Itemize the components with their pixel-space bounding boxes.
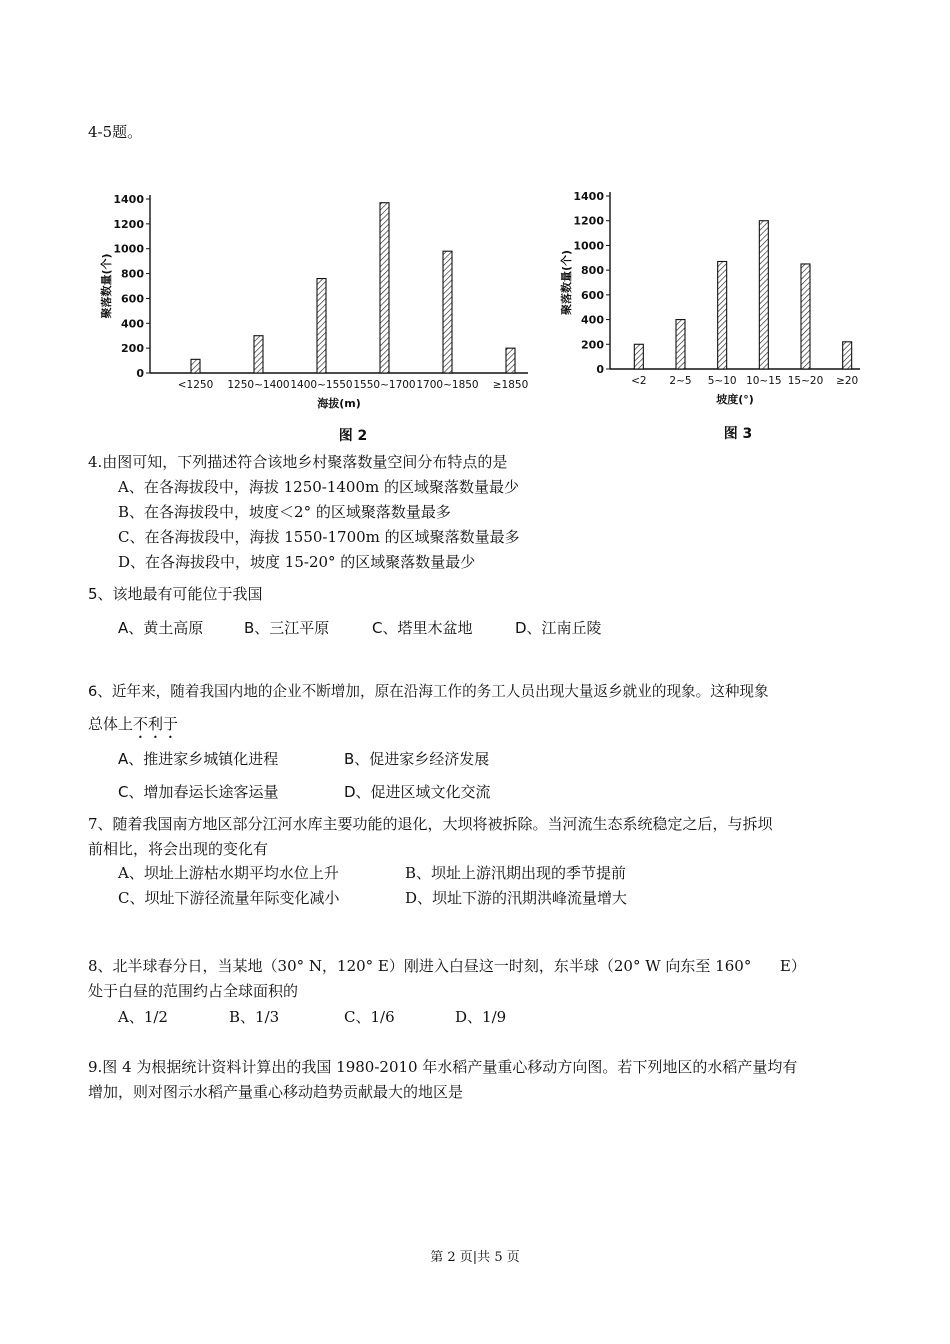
fig3-ytick-label: 1200 xyxy=(573,214,604,228)
q8-stem-line2: 处于白昼的范围约占全球面积的 xyxy=(88,982,299,1000)
fig3-ytick-label: 0 xyxy=(596,363,604,376)
fig3-bar xyxy=(759,221,768,369)
q8-option-a: A、1/2 xyxy=(118,1008,168,1026)
fig2-bar xyxy=(380,203,389,373)
q7-stem-line2: 前相比，将会出现的变化有 xyxy=(88,840,269,858)
q9-stem-line1: 9.图 4 为根据统计资料计算出的我国 1980-2010 年水稻产量重心移动方向图。若下列地区的水稻产量均有 xyxy=(88,1058,798,1076)
fig3-ytick-label: 400 xyxy=(581,313,604,327)
q6-option-d: D、促进区域文化交流 xyxy=(344,783,491,801)
q7-option-d: D、坝址下游的汛期洪峰流量增大 xyxy=(405,889,628,907)
q6-stem-emphasis: 不利于 xyxy=(133,715,179,733)
fig3-category-label: 2~5 xyxy=(669,375,692,387)
fig3-category-label: 15~20 xyxy=(787,375,824,387)
q7-option-b: B、坝址上游汛期出现的季节提前 xyxy=(405,864,627,882)
q6-stem-line2 xyxy=(88,713,178,742)
fig2-ytick-label: 400 xyxy=(121,317,144,331)
q4-option-b: B、在各海拔段中，坡度＜2° 的区域聚落数量最多 xyxy=(118,503,451,521)
fig2-bar xyxy=(443,251,452,373)
q6-option-b: B、促进家乡经济发展 xyxy=(344,750,490,768)
q4-option-c: C、在各海拔段中，海拔 1550-1700m 的区域聚落数量最多 xyxy=(118,528,520,546)
fig2-category-label: <1250 xyxy=(177,379,214,391)
q7-option-c: C、坝址下游径流量年际变化减小 xyxy=(118,889,340,907)
fig2-x-axis-label: 海拔(m) xyxy=(317,397,361,410)
page-footer: 第 2 页|共 5 页 xyxy=(430,1250,520,1265)
fig2-bar xyxy=(506,348,515,373)
q6-stem-line1: 6、近年来，随着我国内地的企业不断增加，原在沿海工作的务工人员出现大量返乡就业的现象。这种现象 xyxy=(88,683,769,700)
figure-3-chart xyxy=(555,180,875,445)
fig2-y-axis-label: 聚落数量(个) xyxy=(100,253,113,319)
q6-stem-pre: 总体上 xyxy=(88,715,134,733)
q6-option-a: A、推进家乡城镇化进程 xyxy=(118,750,279,768)
q8-option-b: B、1/3 xyxy=(229,1008,280,1026)
fig2-category-label: ≥1850 xyxy=(492,379,529,391)
fig3-ytick-label: 1000 xyxy=(573,239,604,253)
fig2-ytick-label: 1200 xyxy=(113,217,144,231)
fig3-category-label: 10~15 xyxy=(746,375,782,387)
q7-stem-line1: 7、随着我国南方地区部分江河水库主要功能的退化，大坝将被拆除。当河流生态系统稳定之后，与拆坝 xyxy=(88,815,773,833)
fig3-bar xyxy=(843,342,852,369)
fig3-category-label: 5~10 xyxy=(707,375,737,387)
q5-option-c: C、塔里木盆地 xyxy=(372,619,473,637)
q6-option-c: C、增加春运长途客运量 xyxy=(118,783,279,801)
fig3-y-axis-label: 聚落数量(个) xyxy=(560,249,573,316)
figure-3-caption: 图 3 xyxy=(723,426,753,442)
fig2-category-label: 1550~1700 xyxy=(353,379,416,391)
fig3-ytick-label: 200 xyxy=(581,338,604,352)
q5-option-d: D、江南丘陵 xyxy=(515,619,602,637)
intro-text: 4-5题。 xyxy=(88,123,143,141)
figure-2-chart xyxy=(88,185,558,445)
fig2-bar xyxy=(191,359,200,373)
fig3-x-axis-label: 坡度(°) xyxy=(716,393,754,406)
fig2-ytick-label: 800 xyxy=(121,267,144,281)
fig2-ytick-label: 0 xyxy=(136,367,144,380)
fig3-ytick-label: 600 xyxy=(581,288,604,302)
q5-option-a: A、黄土高原 xyxy=(118,619,204,637)
q4-option-d: D、在各海拔段中，坡度 15-20° 的区域聚落数量最少 xyxy=(118,553,476,571)
fig2-bar xyxy=(317,279,326,373)
fig2-category-label: 1700~1850 xyxy=(416,379,479,391)
fig2-bar xyxy=(254,336,263,373)
fig2-ytick-label: 1400 xyxy=(113,193,144,206)
fig3-bar xyxy=(801,264,810,369)
q4-stem: 4.由图可知，下列描述符合该地乡村聚落数量空间分布特点的是 xyxy=(88,453,508,471)
fig2-ytick-label: 1000 xyxy=(113,242,144,256)
q8-stem-line1: 8、北半球春分日，当某地（30° N，120° E）刚进入白昼这一时刻，东半球（20° W 向东至 160° E） xyxy=(88,957,806,975)
fig3-bar xyxy=(676,320,685,369)
q8-option-d: D、1/9 xyxy=(455,1008,507,1026)
fig3-category-label: <2 xyxy=(631,375,647,387)
q5-option-b: B、三江平原 xyxy=(244,619,330,637)
q5-stem: 5、该地最有可能位于我国 xyxy=(88,585,263,603)
fig2-category-label: 1400~1550 xyxy=(290,379,353,391)
fig3-bar xyxy=(634,344,643,369)
q8-option-c: C、1/6 xyxy=(344,1008,395,1026)
fig2-ytick-label: 600 xyxy=(121,292,144,306)
fig3-category-label: ≥20 xyxy=(836,375,859,387)
fig2-category-label: 1250~1400 xyxy=(227,379,290,391)
q7-option-a: A、坝址上游枯水期平均水位上升 xyxy=(118,864,339,882)
q4-option-a: A、在各海拔段中，海拔 1250-1400m 的区域聚落数量最少 xyxy=(118,478,520,496)
fig3-ytick-label: 800 xyxy=(581,264,604,278)
fig2-ytick-label: 200 xyxy=(121,342,144,356)
q9-stem-line2: 增加，则对图示水稻产量重心移动趋势贡献最大的地区是 xyxy=(88,1083,464,1101)
fig3-bar xyxy=(718,261,727,369)
figure-2-caption: 图 2 xyxy=(338,428,368,444)
fig3-ytick-label: 1400 xyxy=(573,190,604,203)
